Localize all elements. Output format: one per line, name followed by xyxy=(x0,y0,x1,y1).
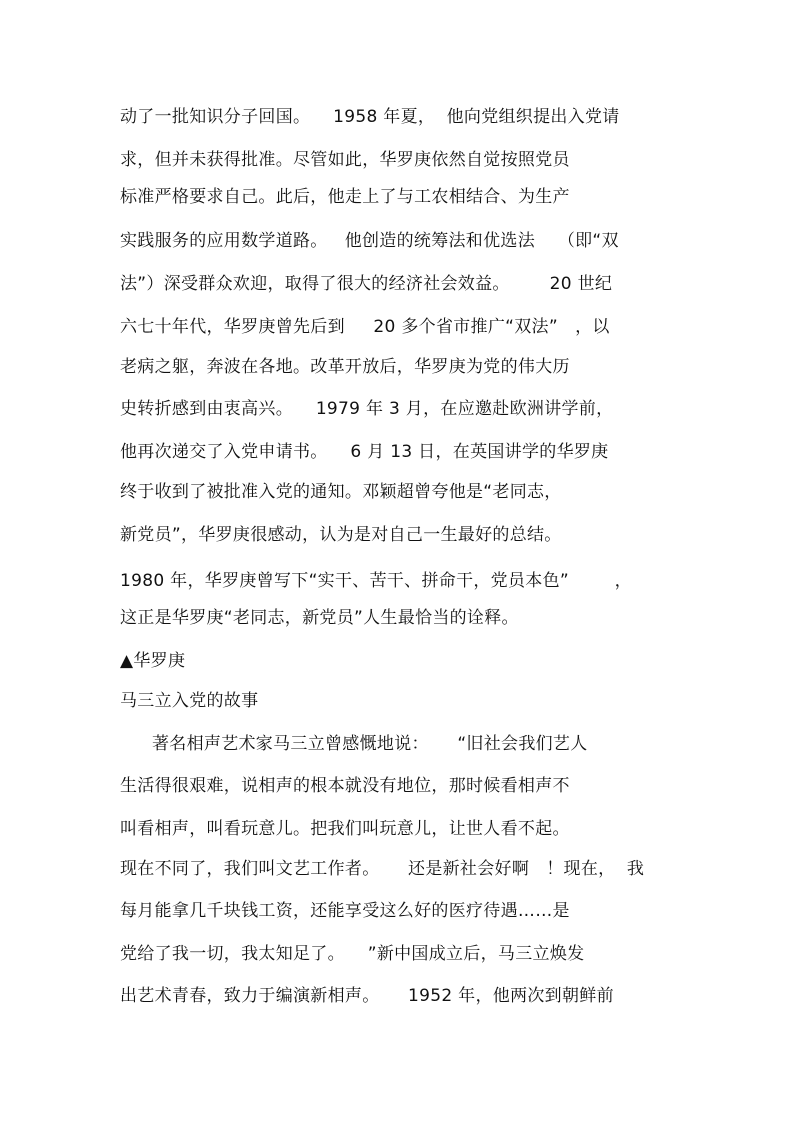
text-line: 新党员”，华罗庚很感动，认为是对自己一生最好的总结。 xyxy=(120,525,562,545)
text-line: 实践服务的应用数学道路。 他创造的统筹法和优选法 （即“双 xyxy=(120,231,619,251)
text-line: 六七十年代，华罗庚曾先后到 20 多个省市推广“双法” ，以 xyxy=(120,317,610,337)
text-line: 史转折感到由衷高兴。 1979 年 3 月，在应邀赴欧洲讲学前， xyxy=(120,399,614,419)
text-line: 标准严格要求自己。此后，他走上了与工农相结合、为生产 xyxy=(120,187,570,207)
text-line: 老病之躯，奔波在各地。改革开放后，华罗庚为党的伟大历 xyxy=(120,357,570,377)
section-heading: 马三立入党的故事 xyxy=(120,691,259,711)
text-line: 求，但并未获得批准。尽管如此，华罗庚依然自觉按照党员 xyxy=(120,150,570,170)
text-line: 他再次递交了入党申请书。 6 月 13 日，在英国讲学的华罗庚 xyxy=(120,442,609,462)
text-line: 每月能拿几千块钱工资，还能享受这么好的医疗待遇……是 xyxy=(120,901,570,921)
text-line: 现在不同了，我们叫文艺工作者。 还是新社会好啊 ！现在， 我 xyxy=(120,859,645,879)
text-line: 1980 年，华罗庚曾写下“实干、苦干、拼命干，党员本色” ， xyxy=(120,571,632,591)
text-line: 动了一批知识分子回国。 1958 年夏， 他向党组织提出入党请 xyxy=(120,107,620,127)
text-line: 终于收到了被批准入党的通知。邓颖超曾夸他是“老同志， xyxy=(120,482,562,502)
text-line: 生活得很艰难，说相声的根本就没有地位，那时候看相声不 xyxy=(120,776,570,796)
text-line: 这正是华罗庚“老同志，新党员”人生最恰当的诠释。 xyxy=(120,608,519,628)
image-caption: ▲华罗庚 xyxy=(120,651,186,671)
text-line: 出艺术青春，致力于编演新相声。 1952 年，他两次到朝鲜前 xyxy=(120,986,614,1006)
text-line: 法”）深受群众欢迎，取得了很大的经济社会效益。 20 世纪 xyxy=(120,274,613,294)
text-line: 著名相声艺术家马三立曾感慨地说： “旧社会我们艺人 xyxy=(152,734,588,754)
text-line: 叫看相声，叫看玩意儿。把我们叫玩意儿，让世人看不起。 xyxy=(120,819,570,839)
text-line: 党给了我一切，我太知足了。 ”新中国成立后，马三立焕发 xyxy=(120,944,585,964)
